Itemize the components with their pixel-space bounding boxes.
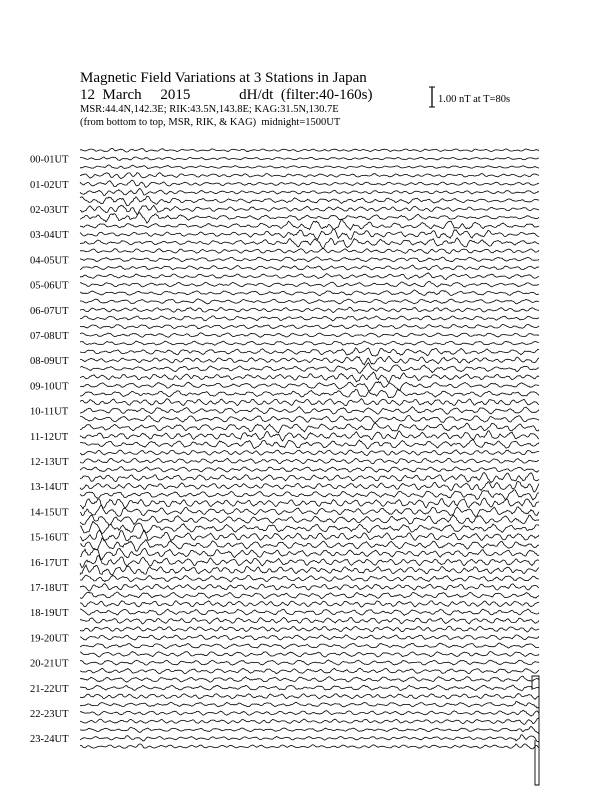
trace-kag-hour-6 xyxy=(80,290,539,296)
hour-label-14: 13-14UT xyxy=(30,482,69,494)
trace-msr-hour-18 xyxy=(80,575,539,582)
hour-label-11: 10-11UT xyxy=(30,406,69,418)
trace-rik-hour-9 xyxy=(80,356,539,364)
trace-rik-hour-21 xyxy=(80,660,539,665)
trace-msr-hour-14 xyxy=(80,473,539,483)
calibration-pulse xyxy=(532,676,539,785)
trace-msr-hour-13 xyxy=(80,450,539,456)
hour-label-5: 04-05UT xyxy=(30,255,69,267)
trace-msr-hour-16 xyxy=(80,521,539,534)
hour-label-10: 09-10UT xyxy=(30,381,69,393)
trace-kag-hour-9 xyxy=(80,363,539,374)
trace-msr-hour-9 xyxy=(80,348,539,356)
trace-kag-hour-3 xyxy=(80,213,539,224)
hour-label-1: 00-01UT xyxy=(30,154,69,166)
hour-label-24: 23-24UT xyxy=(30,734,69,746)
trace-kag-hour-24 xyxy=(80,744,539,749)
trace-msr-hour-1 xyxy=(80,149,539,153)
trace-rik-hour-1 xyxy=(80,157,539,161)
trace-rik-hour-24 xyxy=(80,735,539,742)
hour-label-3: 02-03UT xyxy=(30,205,69,216)
trace-rik-hour-14 xyxy=(80,481,539,492)
trace-msr-hour-2 xyxy=(80,173,539,179)
trace-msr-hour-5 xyxy=(80,248,539,253)
trace-msr-hour-21 xyxy=(80,652,539,658)
hour-label-13: 12-13UT xyxy=(30,457,69,468)
trace-rik-hour-4 xyxy=(80,229,539,239)
hour-label-9: 08-09UT xyxy=(30,356,69,368)
hour-label-12: 11-12UT xyxy=(30,431,69,443)
calibration-pulse-line xyxy=(532,676,539,785)
trace-rik-hour-22 xyxy=(80,685,539,691)
trace-kag-hour-22 xyxy=(80,694,539,700)
trace-msr-hour-23 xyxy=(80,701,539,708)
trace-rik-hour-11 xyxy=(80,407,539,415)
station-order-note: (from bottom to top, MSR, RIK, & KAG) xyxy=(80,117,257,128)
trace-kag-hour-12 xyxy=(80,439,539,448)
trace-kag-hour-18 xyxy=(80,592,539,599)
trace-rik-hour-8 xyxy=(80,333,539,338)
hour-labels xyxy=(30,155,69,746)
trace-rik-hour-5 xyxy=(80,257,539,262)
stations-info: MSR:44.4N,142.3E; RIK:43.5N,143.8E; KAG:31.5N,130.7E xyxy=(80,104,339,115)
trace-msr-hour-17 xyxy=(80,548,539,559)
date-day: 12 xyxy=(80,87,95,103)
date-year: 2015 xyxy=(160,87,191,103)
trace-msr-hour-22 xyxy=(80,676,539,682)
trace-msr-hour-7 xyxy=(80,299,539,304)
trace-kag-hour-19 xyxy=(80,618,539,624)
trace-msr-hour-3 xyxy=(80,196,539,206)
trace-kag-hour-7 xyxy=(80,316,539,321)
trace-kag-hour-23 xyxy=(80,718,539,724)
trace-rik-hour-23 xyxy=(80,710,539,716)
trace-kag-hour-13 xyxy=(80,467,539,472)
trace-kag-hour-4 xyxy=(80,238,539,249)
trace-rik-hour-2 xyxy=(80,180,539,187)
trace-kag-hour-11 xyxy=(80,416,539,423)
trace-msr-hour-8 xyxy=(80,324,539,328)
trace-msr-hour-12 xyxy=(80,423,539,433)
trace-kag-hour-17 xyxy=(80,565,539,575)
hour-label-6: 05-06UT xyxy=(30,280,69,292)
trace-rik-hour-13 xyxy=(80,458,539,463)
trace-msr-hour-15 xyxy=(80,498,539,509)
hour-label-23: 22-23UT xyxy=(30,709,69,720)
trace-kag-hour-20 xyxy=(80,643,539,649)
trace-rik-hour-3 xyxy=(80,205,539,214)
hour-label-8: 07-08UT xyxy=(30,331,69,342)
trace-rik-hour-18 xyxy=(80,584,539,591)
trace-rik-hour-17 xyxy=(80,556,539,568)
hour-label-4: 03-04UT xyxy=(30,230,69,242)
hour-label-22: 21-22UT xyxy=(30,683,69,695)
trace-rik-hour-6 xyxy=(80,281,539,287)
hour-label-18: 17-18UT xyxy=(30,583,69,594)
hour-label-19: 18-19UT xyxy=(30,608,69,620)
trace-msr-hour-19 xyxy=(80,601,539,607)
trace-msr-hour-10 xyxy=(80,372,539,382)
hour-label-21: 20-21UT xyxy=(30,658,69,670)
filter-label: (filter:40-160s) xyxy=(280,87,373,103)
hour-label-7: 06-07UT xyxy=(30,305,69,317)
trace-kag-hour-5 xyxy=(80,265,539,270)
hour-label-16: 15-16UT xyxy=(30,532,69,544)
date-month: March xyxy=(102,87,142,103)
trace-msr-hour-24 xyxy=(80,727,539,734)
trace-msr-hour-11 xyxy=(80,399,539,406)
trace-rik-hour-10 xyxy=(80,382,539,391)
trace-kag-hour-14 xyxy=(80,490,539,500)
quantity-label: dH/dt xyxy=(239,87,274,103)
trace-rik-hour-12 xyxy=(80,431,539,441)
trace-kag-hour-21 xyxy=(80,668,539,674)
hour-label-20: 19-20UT xyxy=(30,633,69,645)
trace-kag-hour-15 xyxy=(80,515,539,525)
trace-rik-hour-7 xyxy=(80,307,539,312)
trace-msr-hour-6 xyxy=(80,273,539,280)
chart-title: Magnetic Field Variations at 3 Stations in Japan xyxy=(80,70,367,86)
midnight-note: midnight=1500UT xyxy=(261,117,341,128)
hour-label-2: 01-02UT xyxy=(30,179,69,191)
trace-msr-hour-20 xyxy=(80,626,539,632)
trace-rik-hour-20 xyxy=(80,635,539,640)
scale-bar-label: 1.00 nT at T=80s xyxy=(438,94,511,105)
trace-rik-hour-19 xyxy=(80,609,539,615)
trace-kag-hour-8 xyxy=(80,341,539,345)
trace-kag-hour-10 xyxy=(80,389,539,398)
traces xyxy=(80,149,539,749)
hour-label-15: 14-15UT xyxy=(30,507,69,519)
trace-kag-hour-2 xyxy=(80,189,539,196)
hour-label-17: 16-17UT xyxy=(30,557,69,569)
trace-kag-hour-1 xyxy=(80,165,539,169)
trace-rik-hour-15 xyxy=(80,505,539,516)
scale-bar xyxy=(429,87,435,107)
